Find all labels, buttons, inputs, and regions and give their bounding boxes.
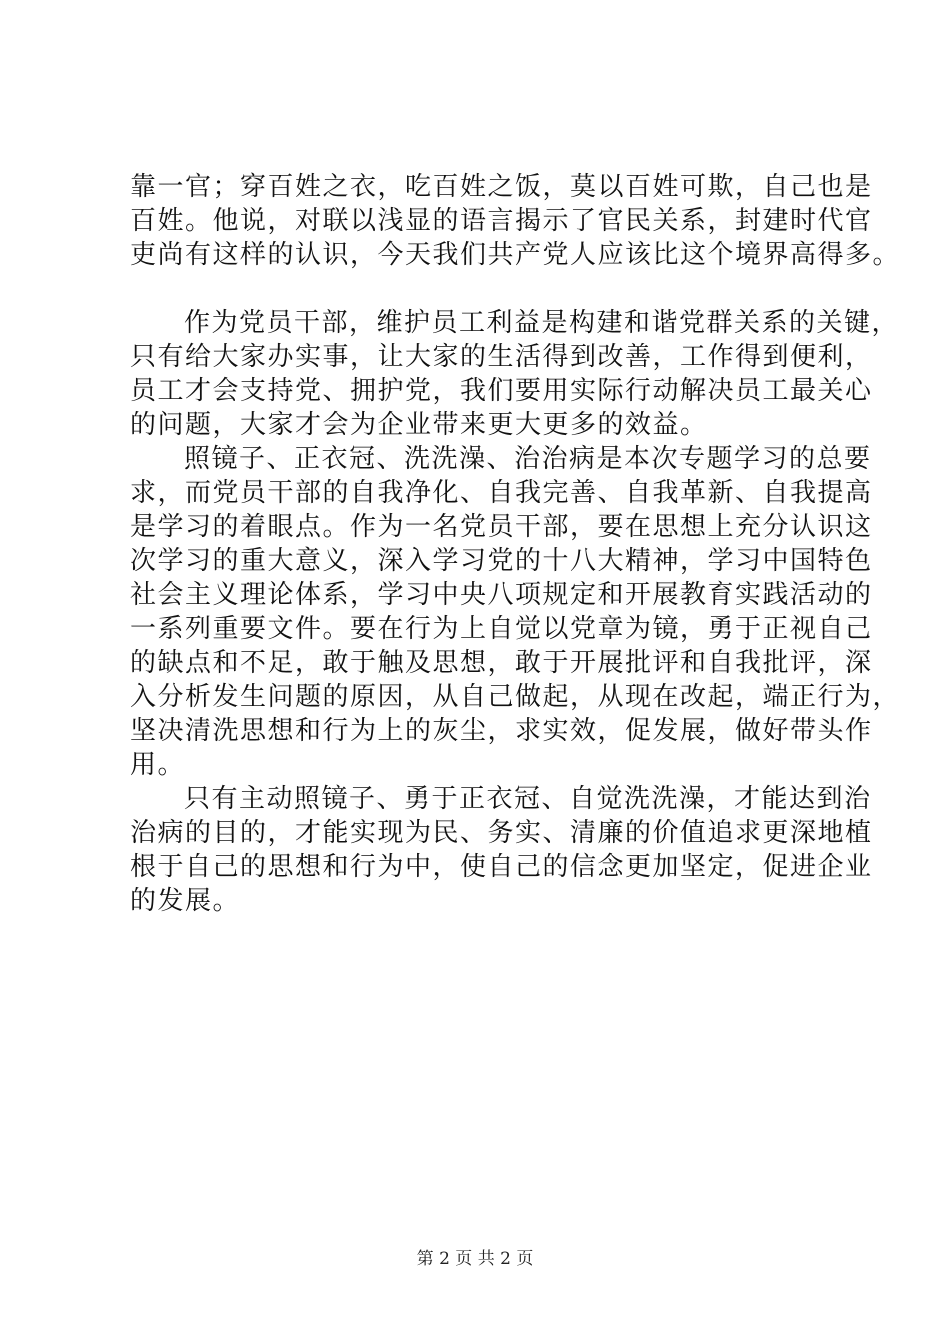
paragraph-3 — [130, 442, 901, 782]
text-line: 作为党员干部，维护员工利益是构建和谐党群关系的关键， — [184, 308, 900, 338]
text-line: 的缺点和不足，敢于触及思想，敢于开展批评和自我批评，深 — [130, 648, 873, 678]
text-line: 只有给大家办实事，让大家的生活得到改善，工作得到便利， — [130, 342, 873, 372]
text-line: 吏尚有这样的认识，今天我们共产党人应该比这个境界高得多。 — [130, 240, 901, 270]
paragraph-1 — [130, 170, 901, 272]
text-line: 是学习的着眼点。作为一名党员干部，要在思想上充分认识这 — [130, 512, 873, 542]
document-body — [130, 170, 901, 918]
text-line: 一系列重要文件。要在行为上自觉以党章为镜，勇于正视自己 — [130, 614, 873, 644]
page-footer — [0, 1248, 950, 1270]
text-line: 的问题，大家才会为企业带来更大更多的效益。 — [130, 410, 708, 440]
text-line: 靠一官；穿百姓之衣，吃百姓之饭，莫以百姓可欺，自己也是 — [130, 172, 873, 202]
paragraph-4 — [130, 782, 873, 918]
page-number-label: 第 2 页 共 2 页 — [416, 1249, 534, 1269]
text-line: 员工才会支持党、拥护党，我们要用实际行动解决员工最关心 — [130, 376, 873, 406]
text-line: 次学习的重大意义，深入学习党的十八大精神，学习中国特色 — [130, 546, 873, 576]
text-line: 入分析发生问题的原因，从自己做起，从现在改起，端正行为， — [130, 682, 901, 712]
text-line: 用。 — [130, 750, 186, 780]
paragraph-spacer — [130, 272, 842, 306]
text-line: 照镜子、正衣冠、洗洗澡、治治病是本次专题学习的总要 — [184, 444, 872, 474]
text-line: 的发展。 — [130, 886, 241, 916]
text-line: 百姓。他说，对联以浅显的语言揭示了官民关系，封建时代官 — [130, 206, 873, 236]
text-line: 治病的目的，才能实现为民、务实、清廉的价值追求更深地植 — [130, 818, 873, 848]
text-line: 只有主动照镜子、勇于正衣冠、自觉洗洗澡，才能达到治 — [184, 784, 872, 814]
text-line: 根于自己的思想和行为中，使自己的信念更加坚定，促进企业 — [130, 852, 873, 882]
text-line: 求，而党员干部的自我净化、自我完善、自我革新、自我提高 — [130, 478, 873, 508]
text-line: 社会主义理论体系，学习中央八项规定和开展教育实践活动的 — [130, 580, 873, 610]
paragraph-2 — [130, 306, 900, 442]
text-line: 坚决清洗思想和行为上的灰尘，求实效，促发展，做好带头作 — [130, 716, 873, 746]
